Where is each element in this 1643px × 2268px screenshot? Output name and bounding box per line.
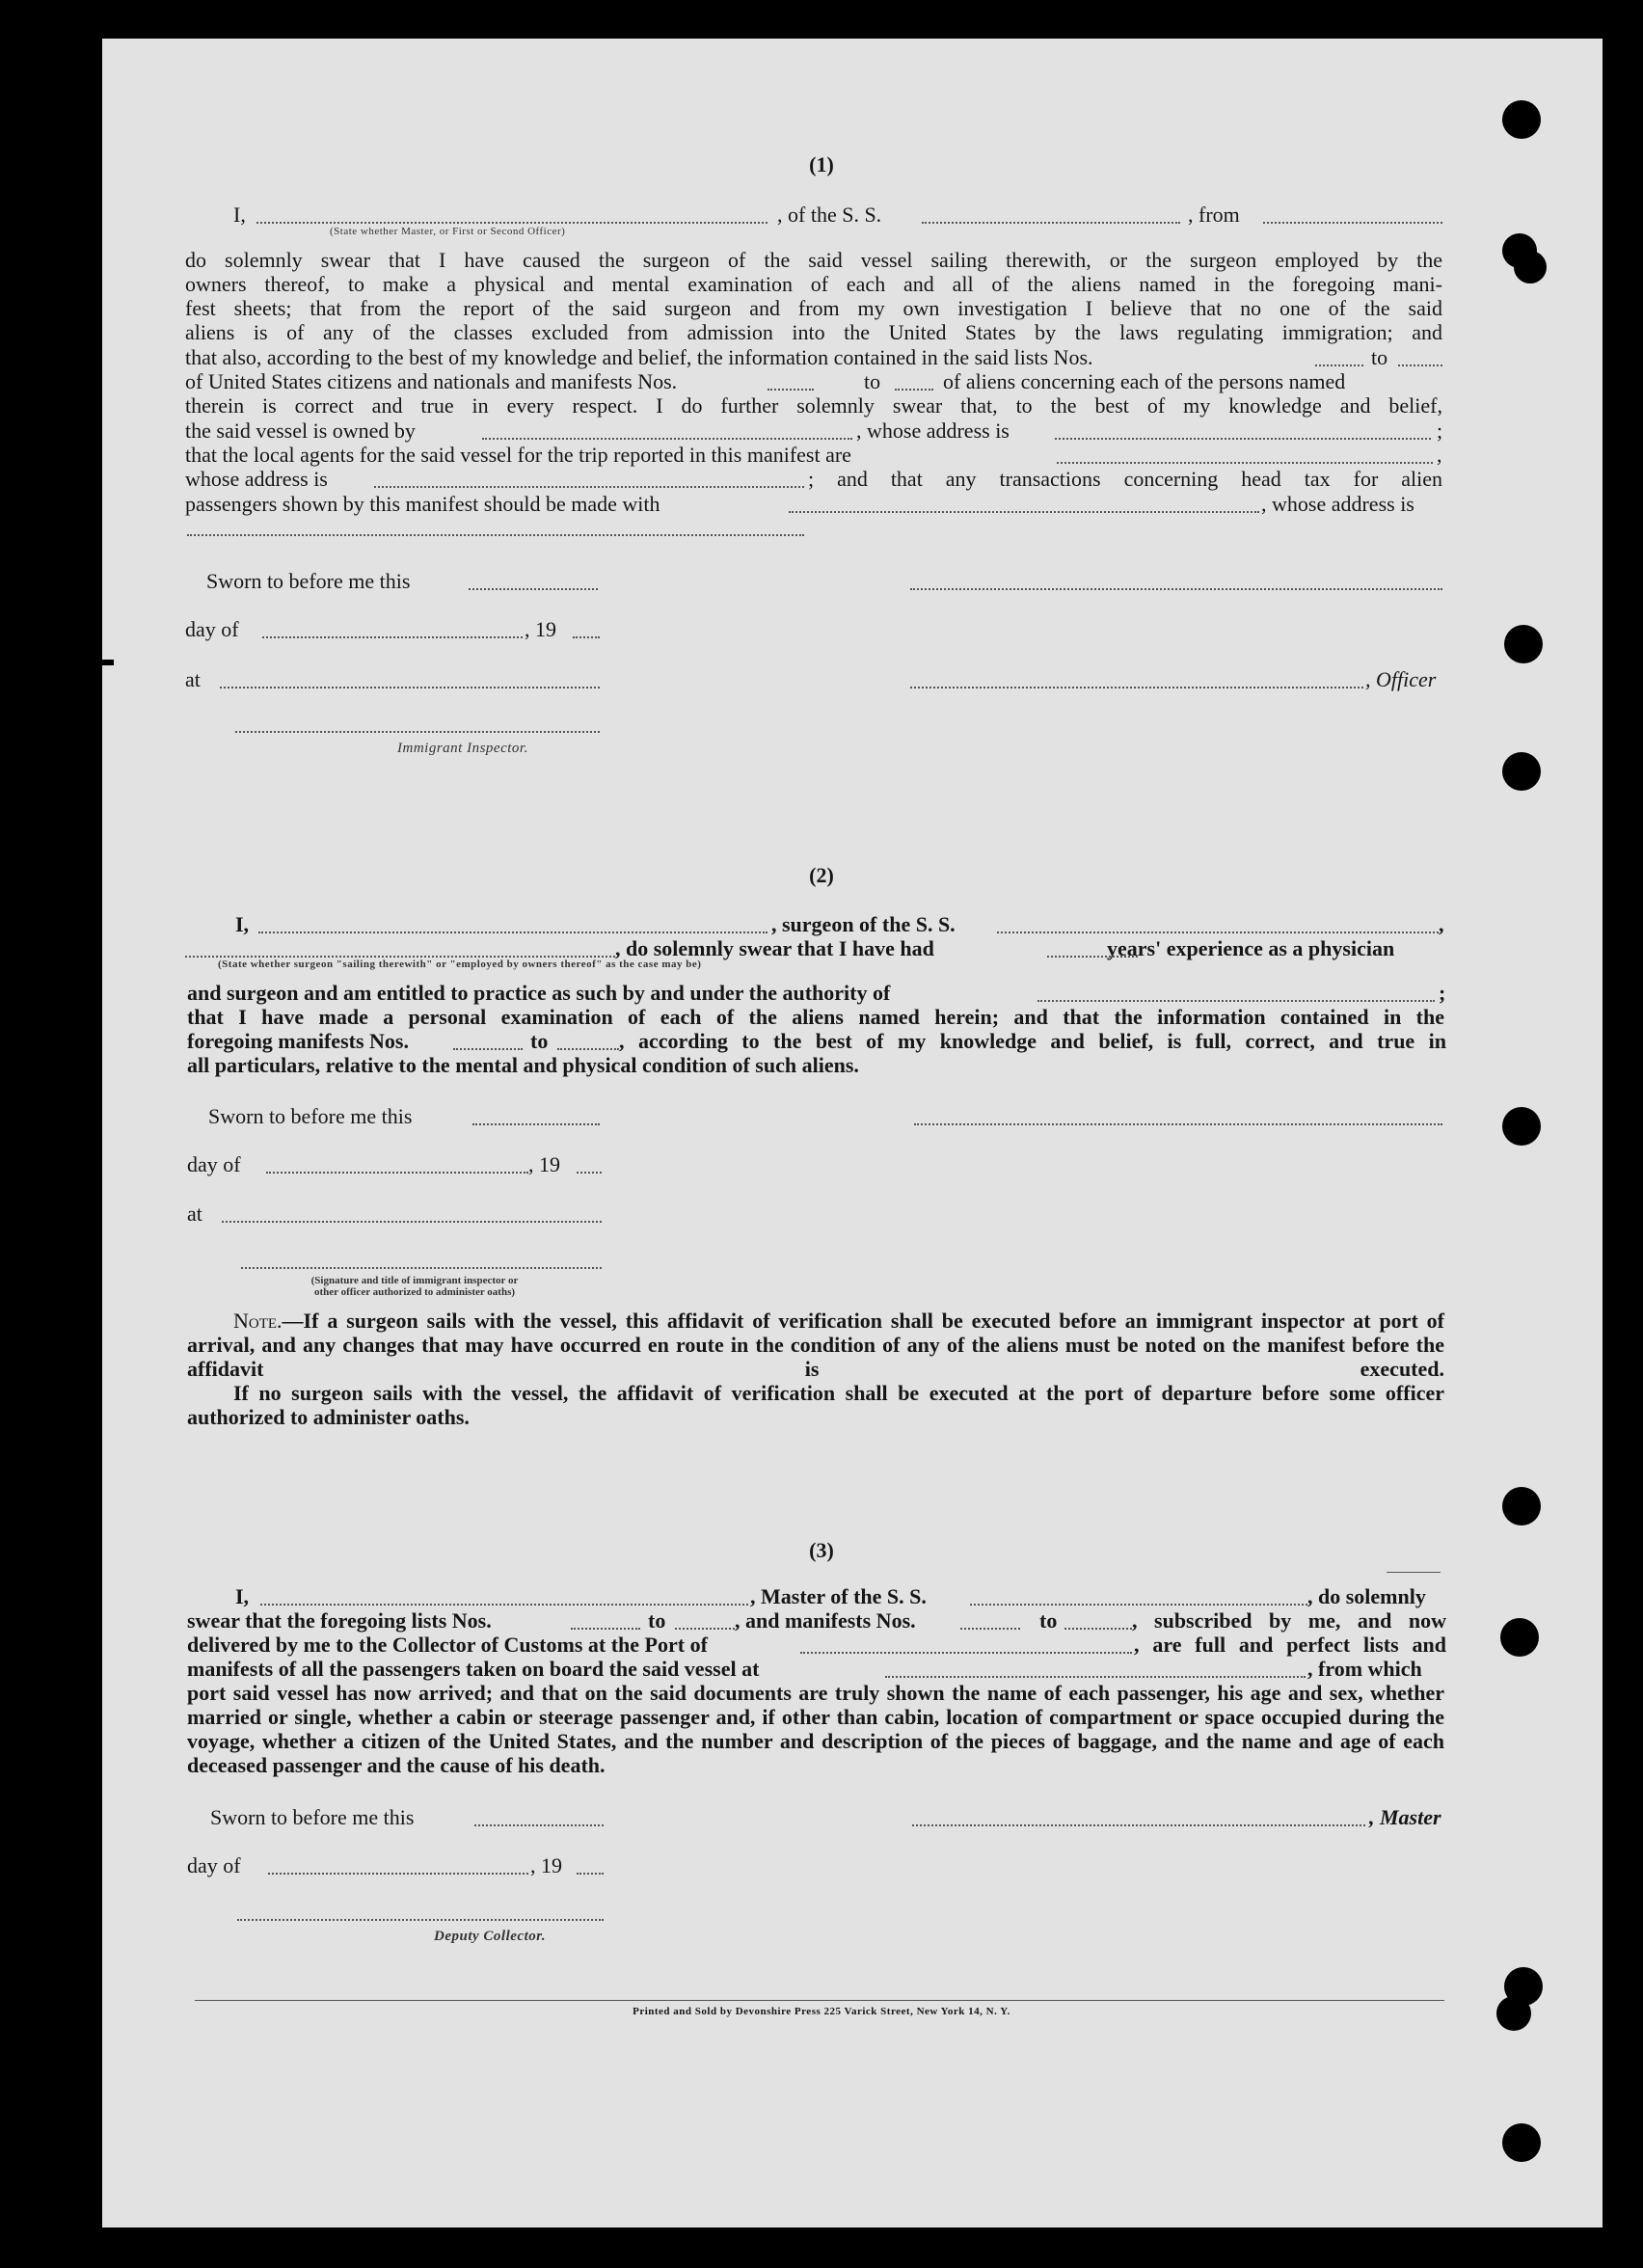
speck	[102, 660, 114, 665]
heading-2: (2)	[809, 863, 834, 887]
note-paragraph-2: If no surgeon sails with the vessel, the affidavit of verification shall be executed at the port of departure before some officer authorized to administer oaths.	[187, 1381, 1444, 1429]
deputy-label: Deputy Collector.	[434, 1929, 546, 1944]
inspector-signature-line	[235, 731, 600, 733]
footer-rule	[195, 2000, 1444, 2001]
short-rule	[1387, 1572, 1441, 1573]
punch-hole	[1502, 1487, 1541, 1526]
punch-hole	[1502, 2123, 1541, 2162]
a3-body: port said vessel has now arrived; and that on the said documents are truly shown the name of each passenger, his age and sex, whether married or single, whether a cabin or steerage passenger and, if other than cabin, location of compartment or space occupied during the voyage, whether a citizen of the United States, and the number and description of the pieces of baggage, and the name and age of each deceased passenger and the cause of his death.	[187, 1681, 1444, 1777]
punch-hole	[1500, 1618, 1539, 1657]
heading-3: (3)	[809, 1538, 834, 1562]
punch-hole	[1502, 100, 1541, 139]
printer-imprint: Printed and Sold by Devonshire Press 225 Varick Street, New York 14, N. Y.	[633, 2006, 1010, 2017]
inspector-label: Immigrant Inspector.	[397, 741, 528, 756]
punch-hole	[1502, 1107, 1541, 1146]
signature-note: (Signature and title of immigrant inspector or other officer authorized to administer oaths)	[310, 1275, 519, 1298]
speck	[40, 48, 45, 51]
deputy-signature-line	[237, 1919, 604, 1921]
surgeon-note: (State whether surgeon "sailing therewith" or "employed by owners thereof" as the case may be)	[218, 958, 702, 970]
punch-hole	[1502, 752, 1541, 791]
inspector-signature-line-2	[241, 1267, 602, 1269]
punch-hole	[1504, 625, 1543, 663]
heading-1: (1)	[809, 152, 834, 176]
punch-hole	[1514, 251, 1547, 284]
officer-note: (State whether Master, or First or Second Officer)	[330, 226, 566, 237]
note-paragraph: Note.—If a surgeon sails with the vessel, this affidavit of verification shall be executed before an immigrant inspector at port of arrival, and any changes that may have occurred en route in the condition of any of the aliens must be noted on the manifest before the affidavit is executed.	[187, 1309, 1444, 1381]
address-blank	[187, 534, 804, 536]
